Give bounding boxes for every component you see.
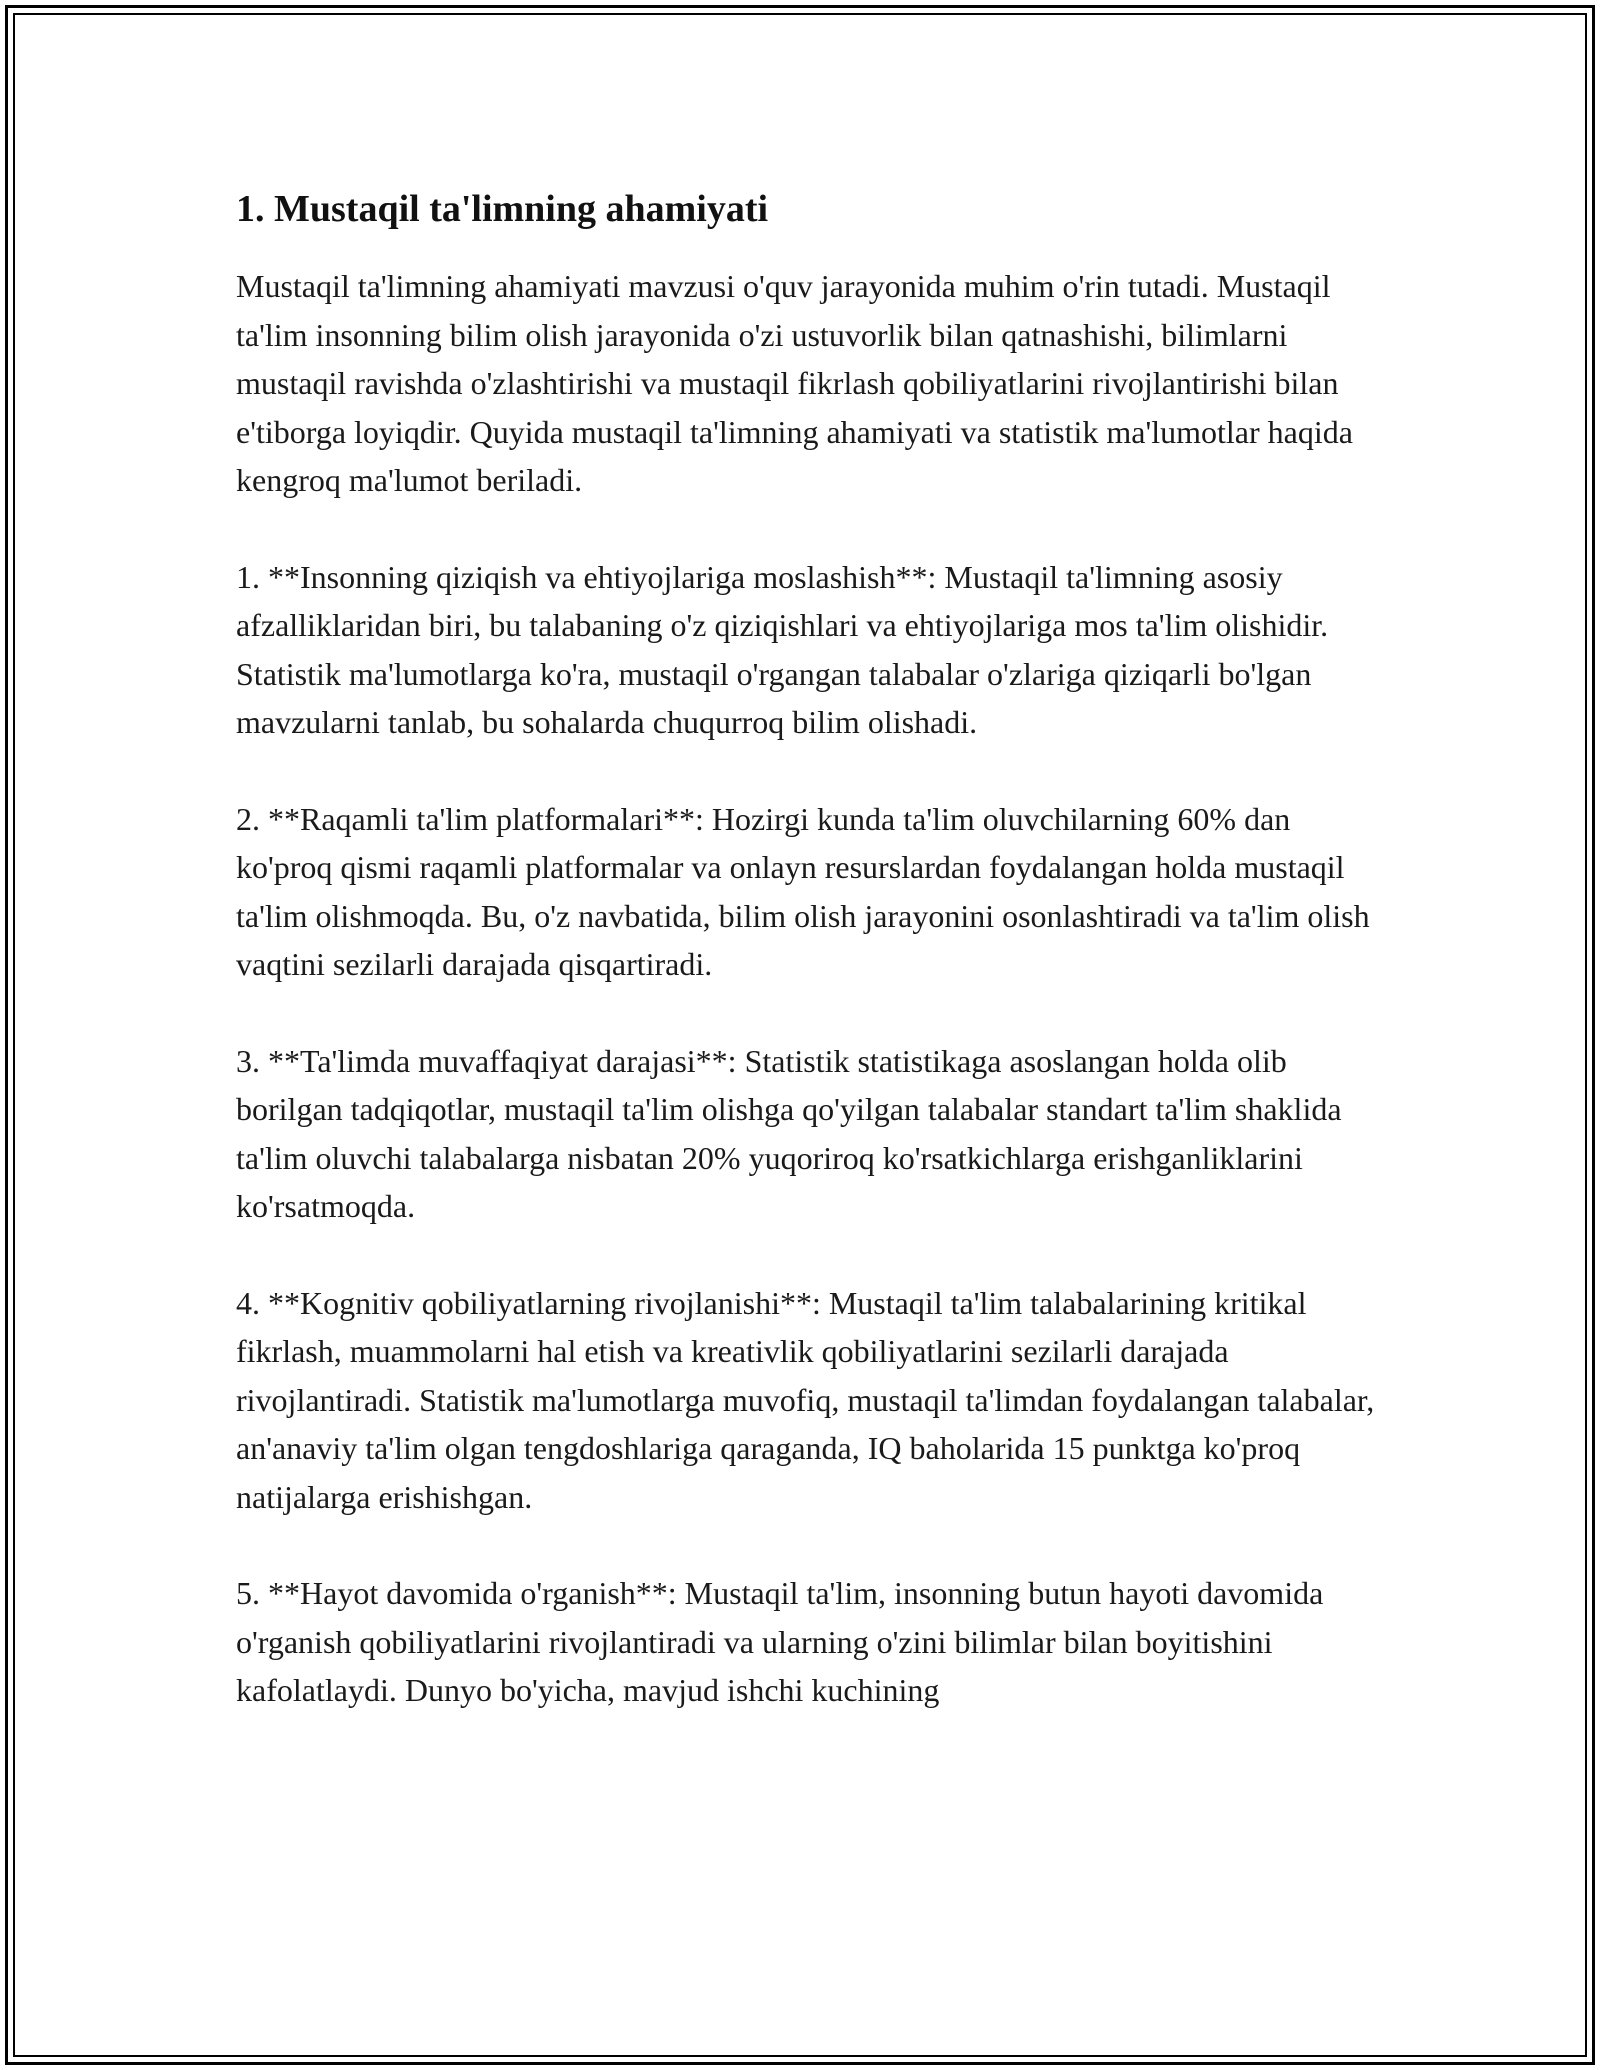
list-item: 2. **Raqamli ta'lim platformalari**: Hozirgi kunda ta'lim oluvchilarning 60% dan ko'proq qismi raqamli platformalar va onlayn resurslardan foydalangan holda mustaqil ta'lim olishmoqda. Bu, o'z navbatida, bilim olish jarayonini osonlashtiradi va ta'lim olish vaqtini sezilarli darajada qisqartiradi.: [236, 800, 1370, 983]
section-heading: 1. Mustaqil ta'limning ahamiyati: [236, 188, 769, 230]
intro-paragraph: Mustaqil ta'limning ahamiyati mavzusi o'quv jarayonida muhim o'rin tutadi. Mustaqil ta'lim insonning bilim olish jarayonida o'zi ustuvorlik bilan qatnashishi, bilimlarni mustaqil ravishda o'zlashtirishi va mustaqil fikrlash qobiliyatlarini rivojlantirishi bilan e'tiborga loyiqdir. Quyida mustaqil ta'limning ahamiyati va statistik ma'lumotlar haqida kengroq ma'lumot beriladi.: [236, 268, 1353, 499]
list-item: 4. **Kognitiv qobiliyatlarning rivojlanishi**: Mustaqil ta'lim talabalarining kritikal fikrlash, muammolarni hal etish va kreativlik qobiliyatlarini sezilarli darajada rivojlantiradi. Statistik ma'lumotlarga muvofiq, mustaqil ta'limdan foydalangan talabalar, an'anaviy ta'lim olgan tengdoshlariga qaraganda, IQ baholarida 15 punktga ko'proq natijalarga erishishgan.: [236, 1284, 1375, 1515]
document-body: [236, 185, 1376, 1715]
numbered-list: [236, 553, 1376, 1715]
list-item: 3. **Ta'limda muvaffaqiyat darajasi**: Statistik statistikaga asoslangan holda olib borilgan tadqiqotlar, mustaqil ta'lim olishga qo'yilgan talabalar standart ta'lim shaklida ta'lim oluvchi talabalarga nisbatan 20% yuqoriroq ko'rsatkichlarga erishganliklarini ko'rsatmoqda.: [236, 1042, 1342, 1225]
list-item: 1. **Insonning qiziqish va ehtiyojlariga moslashish**: Mustaqil ta'limning asosiy afzalliklaridan biri, bu talabaning o'z qiziqishlari va ehtiyojlariga mos ta'lim olishidir. Statistik ma'lumotlarga ko'ra, mustaqil o'rgangan talabalar o'zlariga qiziqarli bo'lgan mavzularni tanlab, bu sohalarda chuqurroq bilim olishadi.: [236, 558, 1329, 741]
list-item: 5. **Hayot davomida o'rganish**: Mustaqil ta'lim, insonning butun hayoti davomida o'rganish qobiliyatlarini rivojlantiradi va ularning o'zini bilimlar bilan boyitishini kafolatlaydi. Dunyo bo'yicha, mavjud ishchi kuchining: [236, 1575, 1324, 1709]
